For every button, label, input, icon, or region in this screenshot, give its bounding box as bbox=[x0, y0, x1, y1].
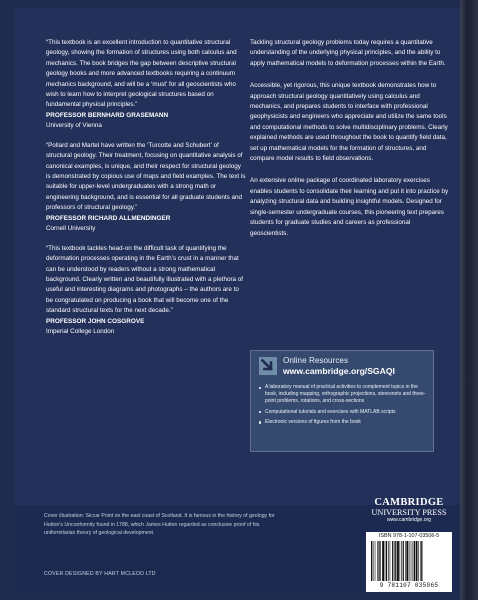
barcode-bar bbox=[400, 541, 401, 581]
barcode-bar bbox=[375, 541, 376, 581]
online-resources-title: Online Resources bbox=[283, 356, 349, 365]
endorser-affiliation: University of Vienna bbox=[46, 121, 102, 129]
barcode-bar bbox=[394, 541, 395, 581]
barcode-bar bbox=[403, 541, 404, 581]
barcode-number: 9 781107 035065 bbox=[379, 582, 439, 589]
barcode-bar bbox=[395, 541, 396, 581]
barcode-bar bbox=[421, 541, 422, 581]
barcode-bar bbox=[390, 541, 391, 581]
barcode-bar bbox=[413, 541, 414, 581]
publisher-press: UNIVERSITY PRESS bbox=[371, 508, 447, 517]
list-item: Computational tutorials and exercises with MATLAB scripts bbox=[259, 409, 427, 416]
online-resources-box bbox=[250, 350, 434, 452]
endorsement bbox=[46, 38, 246, 131]
barcode-bar bbox=[380, 541, 381, 581]
online-resources-list bbox=[259, 384, 427, 429]
barcode-bar bbox=[373, 541, 374, 581]
endorsement-quote: “This textbook tackles head-on the difficult task of quantifying the deformation processes operating in the Earth’s crust in a manner that can be understood by readers without a strong mathematical background. Clearly written and beautifully illustrated with a plethora of useful and interesting diagrams and photographs – the authors are to be congratulated on producing a book that will become one of the standard structural texts for the next decade.” bbox=[46, 244, 244, 315]
description-paragraph: An extensive online package of coordinated laboratory exercises enables students to consolidate their learning and put it into practice by analyzing structural data and building insightful models. Designed for single-semester undergraduate courses, this pioneering text prepares students for graduate studies and careers as professional geoscientists. bbox=[250, 177, 449, 237]
endorsements bbox=[46, 38, 246, 347]
endorsement bbox=[46, 141, 246, 234]
endorsement-quote: “This textbook is an excellent introduction to quantitative structural geology, showing the formation of structures using both calculus and mechanics. The book bridges the gap between descriptive structural geology books and more advanced textbooks requiring a continuum mechanics background, and will be a ‘must’ for all geoscientists who wish to learn how to interpret geological structures based on fundamental physical principles.” bbox=[46, 39, 237, 109]
barcode bbox=[369, 541, 449, 581]
publisher-logo bbox=[356, 497, 462, 524]
barcode-bar bbox=[411, 541, 412, 581]
list-item: A laboratory manual of practical activities to complement topics in the book, including mapping, orthographic projections, stereonets and three-point problems, rotations, and cross-sections bbox=[259, 384, 427, 406]
barcode-panel bbox=[366, 532, 452, 592]
endorser-name: PROFESSOR RICHARD ALLMENDINGER bbox=[46, 214, 171, 222]
endorser-name: PROFESSOR JOHN COSGROVE bbox=[46, 317, 145, 325]
barcode-bar bbox=[401, 541, 402, 581]
online-resources-header bbox=[257, 356, 427, 380]
online-resources-link[interactable]: www.cambridge.org/SGAQI bbox=[283, 366, 395, 376]
book-description bbox=[250, 38, 450, 251]
description-paragraph: Tackling structural geology problems today requires a quantitative understanding of the underlying physical principles, and the ability to apply mathematical models to deformation processes within the Earth. bbox=[250, 39, 446, 67]
barcode-bar bbox=[371, 541, 372, 581]
barcode-bar bbox=[378, 541, 379, 581]
book-edge bbox=[460, 0, 478, 600]
endorser-affiliation: Imperial College London bbox=[46, 327, 115, 335]
barcode-bar bbox=[409, 541, 410, 581]
cover-illustration-note: Cover illustration: Siccar Point on the east coast of Scotland. It is famous in the history of geology for Hutton’s Unconformity found in 1788, which James Hutton regarded as conclusive proof of his uniformitarian theory of geological development. bbox=[44, 513, 275, 537]
barcode-bar bbox=[420, 541, 421, 581]
publisher-url: www.cambridge.org bbox=[387, 517, 431, 523]
endorsement-quote: “Pollard and Martel have written the ‘Turcotte and Schubert’ of structural geology. Their treatment, focusing on quantitative analysis of canonical examples, is unique, and their respect for structural geology is demonstrated by copious use of maps and field examples. The text is suitable for upper-level undergraduates with a strong math or engineering background, and is essential for all graduate students and professors of structural geology.” bbox=[46, 141, 246, 212]
barcode-bar bbox=[397, 541, 399, 581]
arrow-down-right-icon bbox=[259, 357, 277, 375]
barcode-bar bbox=[405, 541, 406, 581]
isbn-text: ISBN 978-1-107-03506-5 bbox=[378, 533, 440, 539]
description-paragraph: Accessible, yet rigorous, this unique textbook demonstrates how to approach structural geology quantitatively using calculus and mechanics, and prepares students to interface with professional geophysicists and engineers who appreciate and utilize the same tools and computational methods to solve multidisciplinary problems. Clearly explained methods are used throughout the book to quantify field data, set up mathematical models for the formation of structures, and compare model results to field observations. bbox=[250, 82, 448, 163]
barcode-bar bbox=[418, 541, 419, 581]
barcode-bar bbox=[414, 541, 415, 581]
barcode-bar bbox=[388, 541, 389, 581]
barcode-bar bbox=[377, 541, 378, 581]
barcode-bar bbox=[406, 541, 408, 581]
endorser-name: PROFESSOR BERNHARD GRASEMANN bbox=[46, 111, 169, 119]
barcode-bar bbox=[385, 541, 386, 581]
publisher-name: CAMBRIDGE bbox=[374, 497, 444, 508]
barcode-bar bbox=[386, 541, 387, 581]
barcode-bar bbox=[382, 541, 384, 581]
barcode-bar bbox=[416, 541, 418, 581]
endorser-affiliation: Cornell University bbox=[46, 224, 96, 232]
barcode-bar bbox=[392, 541, 393, 581]
endorsement bbox=[46, 244, 246, 337]
cover-designer-credit: COVER DESIGNED BY HART MCLEOD LTD bbox=[44, 571, 156, 577]
list-item: Electronic versions of figures from the book bbox=[259, 419, 427, 426]
